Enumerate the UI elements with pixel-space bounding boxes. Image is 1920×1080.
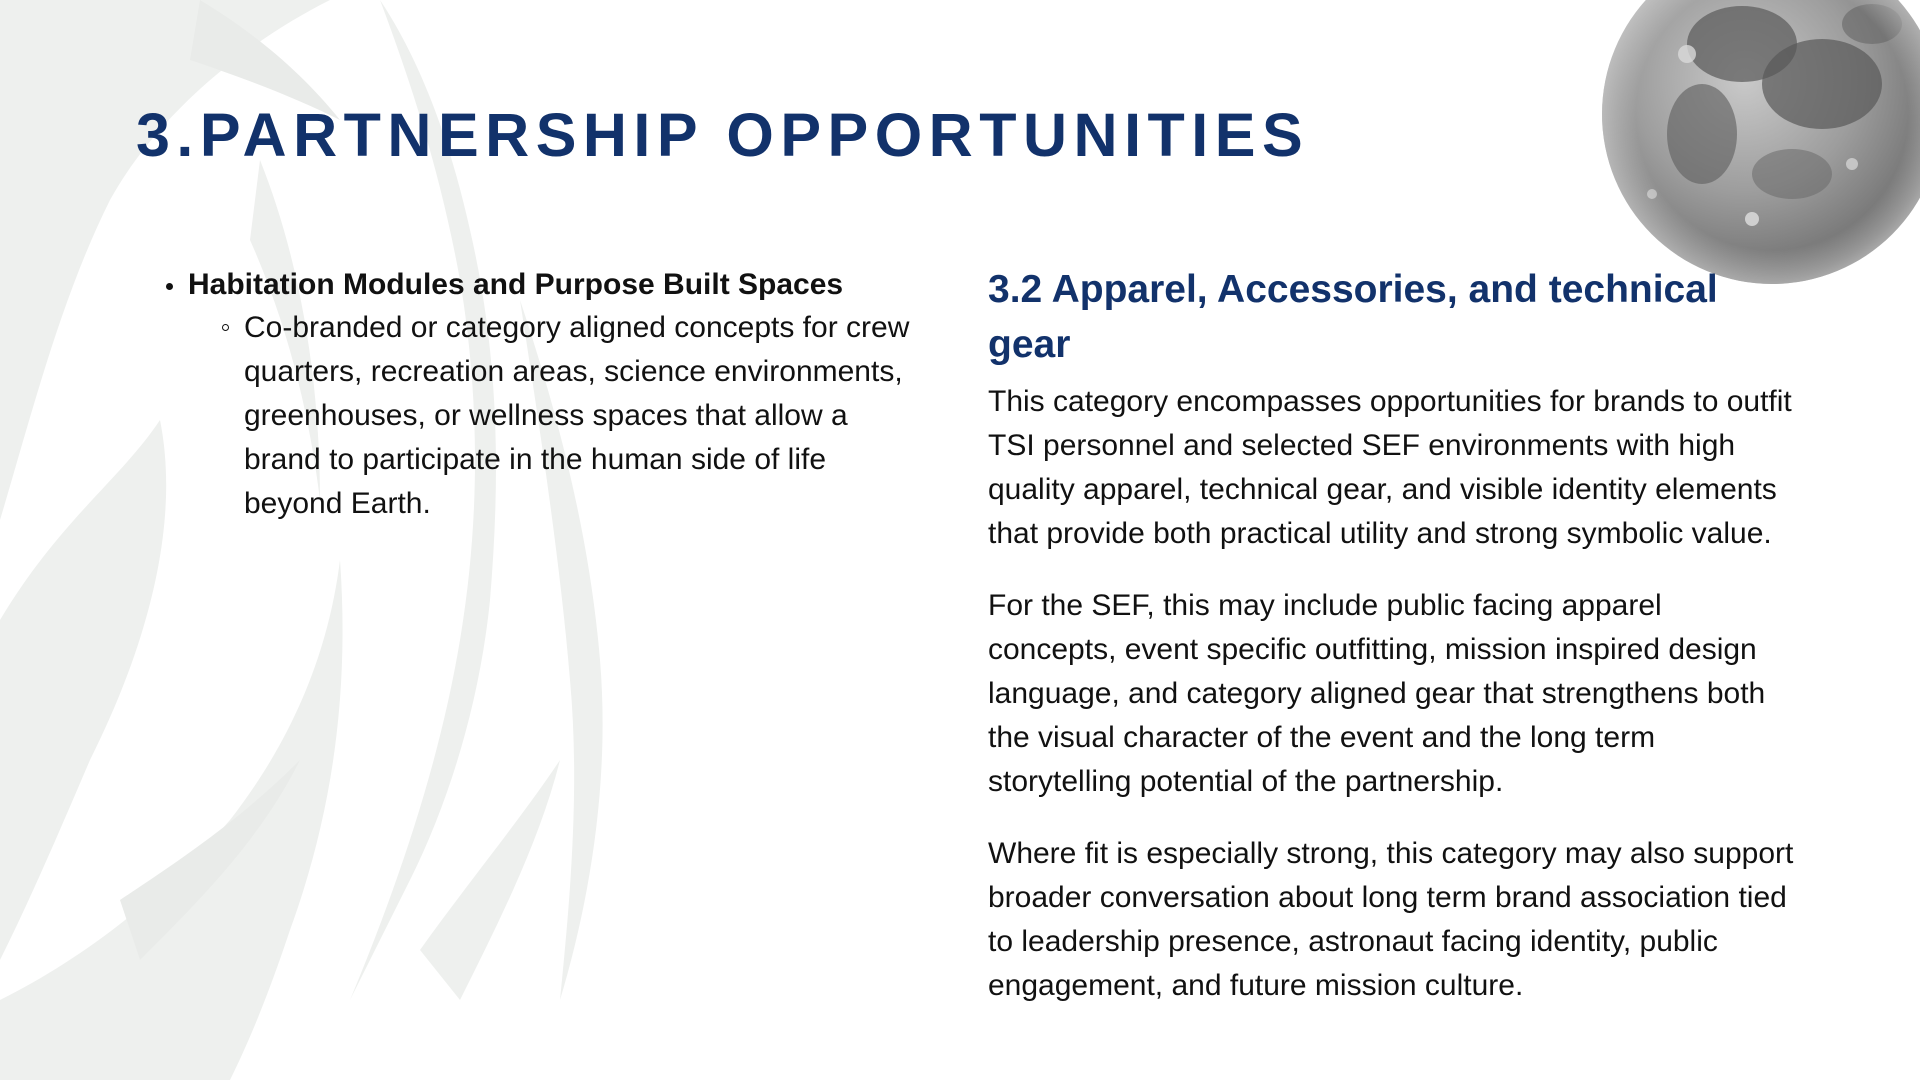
- page-title: 3.PARTNERSHIP OPPORTUNITIES: [136, 101, 1310, 169]
- section-heading-line: 3.2 Apparel, Accessories, and technical: [988, 268, 1718, 311]
- paragraph-line: TSI personnel and selected SEF environments with high: [988, 429, 1736, 462]
- paragraph-line: broader conversation about long term brand association tied: [988, 881, 1787, 914]
- paragraph-line: the visual character of the event and the long term: [988, 721, 1656, 754]
- paragraph-line: This category encompasses opportunities for brands to outfit: [988, 385, 1792, 418]
- moon-image: [1592, 0, 1920, 294]
- paragraph-line: quality apparel, technical gear, and visible identity elements: [988, 473, 1777, 506]
- section-heading: [988, 262, 1888, 372]
- paragraph-line: language, and category aligned gear that strengthens both: [988, 677, 1766, 710]
- paragraph-line: For the SEF, this may include public facing apparel: [988, 589, 1662, 622]
- paragraph-line: Where fit is especially strong, this category may also support: [988, 837, 1794, 870]
- bullet-dot-icon: [166, 283, 173, 290]
- sub-bullet-line: beyond Earth.: [244, 487, 431, 520]
- bullet-item: [166, 264, 966, 306]
- hollow-circle-bullet-icon: [222, 324, 229, 331]
- sub-bullet-text: [244, 306, 966, 526]
- paragraph-line: concepts, event specific outfitting, mission inspired design: [988, 633, 1757, 666]
- right-column: [988, 262, 1888, 1036]
- sub-bullet-line: Co-branded or category aligned concepts for crew: [244, 311, 910, 344]
- paragraph-line: storytelling potential of the partnership.: [988, 765, 1504, 798]
- paragraph-1: [988, 380, 1888, 556]
- bullet-heading: Habitation Modules and Purpose Built Spaces: [188, 268, 844, 301]
- sub-bullet-line: greenhouses, or wellness spaces that allow a: [244, 399, 848, 432]
- sub-bullet-line: quarters, recreation areas, science environments,: [244, 355, 903, 388]
- paragraph-2: [988, 584, 1888, 804]
- paragraph-line: that provide both practical utility and strong symbolic value.: [988, 517, 1772, 550]
- paragraph-3: [988, 832, 1888, 1008]
- sub-bullet-item: [222, 306, 966, 526]
- paragraph-line: to leadership presence, astronaut facing identity, public: [988, 925, 1718, 958]
- left-column: [166, 264, 966, 526]
- paragraph-line: engagement, and future mission culture.: [988, 969, 1524, 1002]
- sub-bullet-line: brand to participate in the human side of life: [244, 443, 827, 476]
- section-heading-line: gear: [988, 323, 1071, 366]
